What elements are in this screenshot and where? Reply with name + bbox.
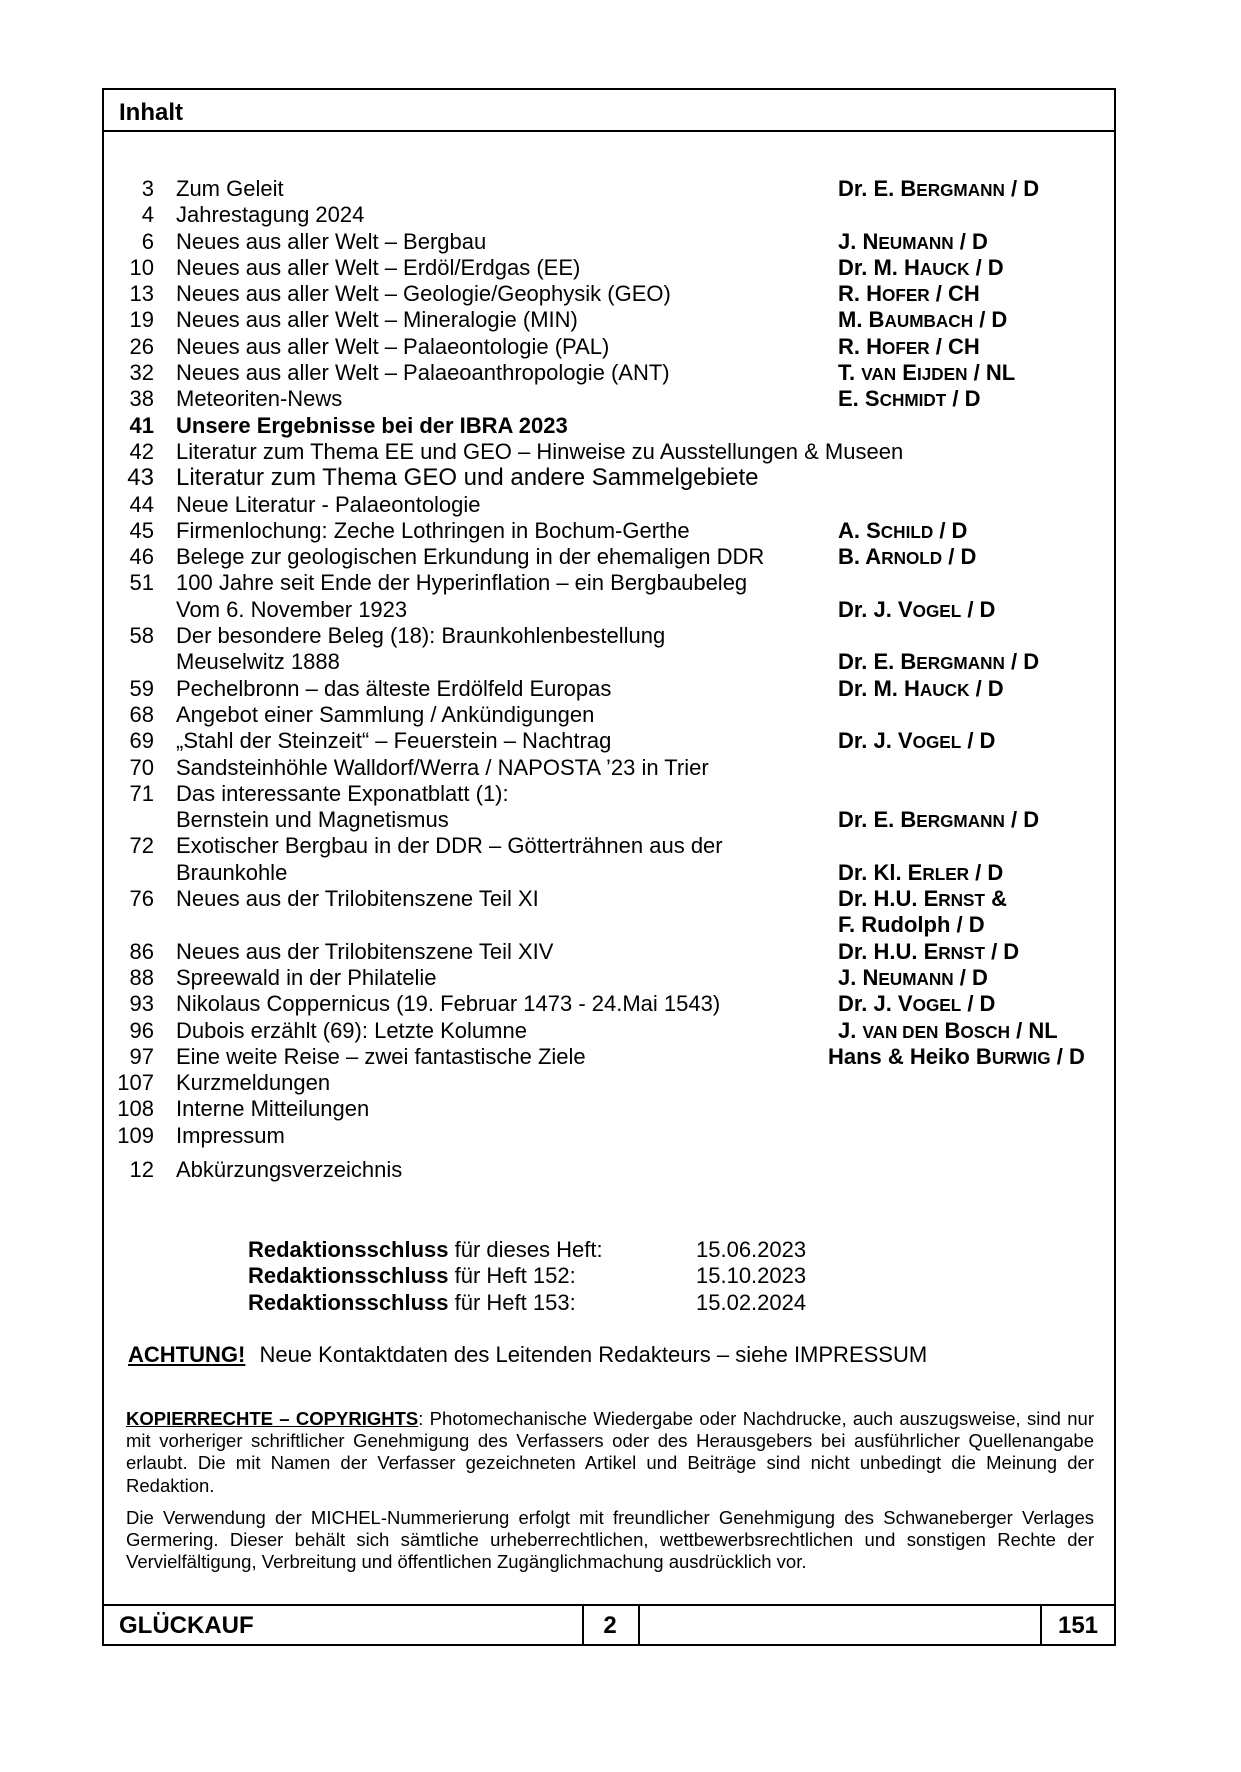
toc-author: Dr. H.U. ERNST / D (838, 938, 1020, 964)
toc-page-number: 58 (129, 623, 154, 649)
toc-page-number: 12 (129, 1156, 154, 1182)
toc-row (104, 570, 1114, 596)
toc-row (104, 597, 1114, 623)
toc-title: Literatur zum Thema EE und GEO – Hinweise zu Ausstellungen & Museen (176, 438, 904, 464)
toc-author: Dr. H.U. ERNST & (838, 886, 1007, 912)
toc-title: Neues aus aller Welt – Mineralogie (MIN) (176, 307, 578, 333)
toc-page-number: 42 (129, 438, 154, 464)
toc-page-number: 3 (141, 176, 154, 201)
toc-title: Impressum (176, 1122, 285, 1148)
toc-page-number: 97 (129, 1043, 154, 1069)
deadline-label: Redaktionsschluss für Heft 152: (248, 1263, 576, 1289)
toc-author: Dr. Kl. ERLER / D (838, 859, 1004, 885)
toc-title: Meuselwitz 1888 (176, 649, 340, 675)
toc-page-number: 19 (129, 307, 154, 333)
toc-author: Dr. J. VOGEL / D (838, 991, 996, 1017)
toc-page-number: 46 (129, 544, 154, 570)
notice-text: Neue Kontaktdaten des Leitenden Redakteurs – siehe IMPRESSUM (259, 1342, 928, 1367)
toc-title: Angebot einer Sammlung / Ankündigungen (176, 701, 595, 727)
toc-page-number: 93 (129, 991, 154, 1017)
toc-row (104, 833, 1114, 859)
toc-row (104, 1018, 1114, 1044)
notice-label: ACHTUNG! (128, 1342, 246, 1367)
toc-author: M. BAUMBACH / D (838, 307, 1008, 333)
issue-number: 151 (1057, 1612, 1099, 1639)
toc-title: Unsere Ergebnisse bei der IBRA 2023 (176, 412, 568, 438)
toc-row (104, 965, 1114, 991)
toc-author: F. Rudolph / D (838, 912, 985, 938)
toc-title: Belege zur geologischen Erkundung in der ehemaligen DDR (176, 544, 765, 570)
toc-page-number: 70 (129, 754, 154, 780)
toc-row (104, 281, 1114, 307)
toc-row (104, 728, 1114, 754)
toc-title: Neues aus aller Welt – Palaeoanthropologie (ANT) (176, 360, 670, 386)
toc-title: Bernstein und Magnetismus (176, 807, 449, 833)
toc-title: Neues aus aller Welt – Erdöl/Erdgas (EE) (176, 254, 581, 280)
toc-row (104, 860, 1114, 886)
toc-author: R. HOFER / CH (838, 281, 980, 307)
toc-row (104, 1044, 1114, 1070)
deadline-date: 15.06.2023 (696, 1237, 807, 1262)
toc-row (104, 939, 1114, 965)
deadline-date: 15.10.2023 (696, 1263, 807, 1289)
toc-row (104, 334, 1114, 360)
toc-author: Dr. M. HAUCK / D (838, 254, 1004, 280)
toc-title: Das interessante Exponatblatt (1): (176, 780, 509, 806)
toc-author: J. NEUMANN / D (838, 964, 988, 990)
toc-row (104, 360, 1114, 386)
toc-page-number: 45 (129, 517, 154, 543)
toc-author: B. ARNOLD / D (838, 544, 977, 570)
toc-page-number: 6 (141, 228, 154, 254)
toc-page-number: 72 (129, 833, 154, 859)
footer-bar (104, 1604, 1114, 1644)
toc-page-number: 69 (129, 728, 154, 754)
header-bar (104, 90, 1114, 132)
toc-row (104, 176, 1114, 202)
toc-title: Neue Literatur - Palaeontologie (176, 491, 481, 517)
toc-title: Neues aus aller Welt – Bergbau (176, 228, 487, 254)
toc-author: Dr. J. VOGEL / D (838, 596, 996, 622)
toc-row (104, 202, 1114, 228)
toc-author: J. VAN DEN BOSCH / NL (838, 1017, 1058, 1043)
footer-divider (638, 1606, 640, 1644)
toc-title: Abkürzungsverzeichnis (176, 1156, 403, 1182)
toc-row (104, 386, 1114, 412)
copyright-label: KOPIERRECHTE – COPYRIGHTS (126, 1408, 419, 1429)
toc-title: Spreewald in der Philatelie (176, 964, 437, 990)
deadline-row (248, 1263, 848, 1289)
toc-title: Jahrestagung 2024 (176, 202, 365, 228)
page-number: 2 (603, 1612, 617, 1639)
toc-title: Meteoriten-News (176, 386, 343, 412)
toc-page-number: 96 (129, 1017, 154, 1043)
toc-title: Braunkohle (176, 859, 288, 885)
magazine-name: GLÜCKAUF (119, 1612, 254, 1639)
toc-row (104, 1123, 1114, 1149)
toc-row (104, 1070, 1114, 1096)
toc-title: 100 Jahre seit Ende der Hyperinflation – ein Bergbaubeleg (176, 570, 748, 596)
toc-title: Dubois erzählt (69): Letzte Kolumne (176, 1017, 527, 1043)
michel-paragraph: Die Verwendung der MICHEL-Nummerierung erfolgt mit freundlicher Genehmigung des Schwaneberger Verlages Germering. Dieser behält sich sämtliche urheberrechtlichen, wettbewerbsrechtlichen und sonstigen Rechte der Vervielfältigung, Verbreitung und öffentlichen Zugänglichmachung ausdrücklich vor. (126, 1506, 1094, 1573)
toc-row (104, 544, 1114, 570)
table-of-contents (104, 176, 1114, 1183)
toc-title: Interne Mitteilungen (176, 1096, 370, 1122)
toc-title: Kurzmeldungen (176, 1070, 331, 1096)
toc-row (104, 702, 1114, 728)
toc-page-number: 43 (127, 464, 154, 492)
toc-row (104, 465, 1114, 491)
toc-author: Dr. E. BERGMANN / D (838, 807, 1040, 833)
toc-title: Neues aus aller Welt – Geologie/Geophysik (GEO) (176, 281, 671, 307)
toc-row (104, 755, 1114, 781)
toc-title: Pechelbronn – das älteste Erdölfeld Europas (176, 675, 612, 701)
toc-page-number: 4 (141, 202, 154, 228)
toc-page-number: 44 (129, 491, 154, 517)
toc-page-number: 109 (117, 1122, 154, 1148)
toc-row (104, 1157, 1114, 1183)
toc-row (104, 439, 1114, 465)
toc-page-number: 59 (129, 675, 154, 701)
toc-author: A. SCHILD / D (838, 517, 968, 543)
toc-author: Dr. M. HAUCK / D (838, 675, 1004, 701)
toc-row (104, 229, 1114, 255)
toc-title: Neues aus der Trilobitenszene Teil XI (176, 886, 539, 912)
toc-row (104, 649, 1114, 675)
page-frame (102, 88, 1116, 1646)
toc-row (104, 781, 1114, 807)
toc-page-number: 76 (129, 886, 154, 912)
toc-row (104, 492, 1114, 518)
toc-author: T. VAN EIJDEN / NL (838, 360, 1016, 386)
toc-row (104, 255, 1114, 281)
toc-page-number: 68 (129, 701, 154, 727)
deadlines (248, 1237, 848, 1316)
toc-title: Exotischer Bergbau in der DDR – Götterträhnen aus der (176, 833, 723, 859)
deadline-label: Redaktionsschluss für dieses Heft: (248, 1237, 603, 1262)
toc-page-number: 86 (129, 938, 154, 964)
toc-title: Zum Geleit (176, 176, 284, 201)
toc-row (104, 912, 1114, 938)
toc-author: Dr. J. VOGEL / D (838, 728, 996, 754)
toc-row (104, 413, 1114, 439)
toc-page-number: 107 (117, 1070, 154, 1096)
copyright-text: : Photomechanische Wiedergabe oder Nachdrucke, auch auszugsweise, sind nur mit vorheriger schriftlicher Genehmigung des Verfassers oder des Herausgebers bei ausführlicher Quellenangabe erlaubt. Die mit Namen der Verfasser gezeichneten Artikel und Beiträge sind nicht unbedingt die Meinung der Redaktion. (126, 1408, 1094, 1496)
deadline-row (248, 1237, 848, 1263)
toc-title: Literatur zum Thema GEO und andere Sammelgebiete (176, 464, 759, 492)
copyright-block (126, 1408, 1094, 1583)
toc-page-number: 13 (129, 281, 154, 307)
toc-author: Dr. E. BERGMANN / D (838, 649, 1040, 675)
toc-page-number: 32 (129, 360, 154, 386)
toc-title: Nikolaus Coppernicus (19. Februar 1473 - 24.Mai 1543) (176, 991, 721, 1017)
toc-page-number: 38 (129, 386, 154, 412)
toc-title: Eine weite Reise – zwei fantastische Ziele (176, 1043, 586, 1069)
deadline-date: 15.02.2024 (696, 1289, 807, 1315)
toc-title: Neues aus der Trilobitenszene Teil XIV (176, 938, 554, 964)
toc-author: J. NEUMANN / D (838, 228, 988, 254)
toc-row (104, 518, 1114, 544)
toc-title: Der besondere Beleg (18): Braunkohlenbestellung (176, 623, 666, 649)
toc-page-number: 26 (129, 333, 154, 359)
toc-page-number: 41 (129, 412, 154, 438)
toc-title: Firmenlochung: Zeche Lothringen in Bochum-Gerthe (176, 517, 690, 543)
toc-row (104, 886, 1114, 912)
toc-page-number: 88 (129, 964, 154, 990)
toc-title: Neues aus aller Welt – Palaeontologie (PAL) (176, 333, 610, 359)
toc-author: E. SCHMIDT / D (838, 386, 981, 412)
toc-author: R. HOFER / CH (838, 333, 980, 359)
toc-row (104, 307, 1114, 333)
toc-row (104, 807, 1114, 833)
toc-title: Vom 6. November 1923 (176, 596, 408, 622)
toc-page-number: 108 (117, 1096, 154, 1122)
toc-row (104, 623, 1114, 649)
copyright-paragraph (126, 1408, 1094, 1497)
toc-page-number: 71 (129, 780, 154, 806)
notice (128, 1342, 927, 1368)
deadline-label: Redaktionsschluss für Heft 153: (248, 1289, 576, 1315)
toc-gap (104, 1149, 1114, 1157)
toc-title: „Stahl der Steinzeit“ – Feuerstein – Nachtrag (176, 728, 612, 754)
deadline-row (248, 1290, 848, 1316)
toc-page-number: 10 (129, 254, 154, 280)
toc-row (104, 676, 1114, 702)
toc-row (104, 991, 1114, 1017)
toc-row (104, 1096, 1114, 1122)
toc-author: Dr. E. BERGMANN / D (838, 176, 1040, 201)
toc-page-number: 51 (129, 570, 154, 596)
toc-title: Sandsteinhöhle Walldorf/Werra / NAPOSTA ’23 in Trier (176, 754, 709, 780)
page-title: Inhalt (119, 99, 183, 126)
toc-author: Hans & Heiko BURWIG / D (828, 1043, 1085, 1069)
